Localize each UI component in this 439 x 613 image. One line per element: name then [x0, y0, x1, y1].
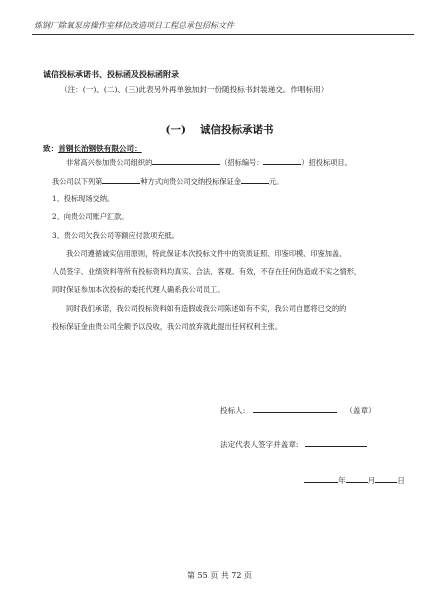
p1-text-b: （招标编号： [220, 158, 264, 167]
p1-text-c: ）招投标项目。 [301, 158, 352, 167]
paragraph-3-line-1: 我公司遵循诚实信用原则，特此保证本次投标文件中的资质证照、印鉴印模、印鉴加盖、 [66, 249, 347, 258]
addressee-label: 致： [43, 144, 59, 153]
tender-number-blank [263, 156, 301, 165]
paragraph-3-line-2: 人员签字、业绩资料等所有投标资料均真实、合法、客观、有效，不存在任何伪造或不实之情形， [52, 267, 362, 276]
paragraph-2 [52, 175, 283, 187]
letter-title-text: 诚信投标承诺书 [199, 124, 274, 136]
section-heading: 诚信投标承诺书、投标函及投标函附录 [43, 69, 179, 79]
year-blank [304, 474, 318, 483]
paragraph-4-line-2: 投标保证金由贵公司全额予以没收，我公司放弃就此提出任何权利主张。 [52, 322, 283, 331]
p2-text-b: 种方式向贵公司交纳投标保证金 [140, 177, 241, 186]
p2-text-c: 元。 [268, 177, 284, 186]
date-line [304, 474, 405, 486]
p1-text-a: 非常高兴参加贵公司组织的 [66, 158, 153, 167]
method-blank [102, 175, 140, 184]
paragraph-4-line-1: 同时我们承诺，我公司投标资料如有造假或我公司陈述如有不实，我公司自愿将已交的的 [66, 304, 347, 313]
year-blank-2 [318, 474, 338, 483]
option-item-1: 1、投标现场交纳。 [52, 194, 115, 203]
heading-note: （注：(一)、(二)、(三)此表另外再单独加封一份随投标书封装递交。作唱标用） [60, 85, 329, 94]
addressee-line [43, 143, 142, 154]
bidder-blank [253, 404, 337, 413]
option-item-3: 3、贵公司欠我公司等额应付款项充抵。 [52, 231, 179, 240]
addressee-name: 首钢长治钢铁有限公司： [58, 144, 142, 153]
bidder-signature-line [220, 404, 376, 416]
day-label: 日 [397, 476, 405, 485]
amount-blank [241, 175, 269, 184]
p2-text-a: 我公司以下列第 [52, 177, 103, 186]
project-name-blank [152, 156, 220, 165]
page-number: 第 55 页 共 72 页 [186, 571, 253, 580]
header-rule [32, 34, 414, 35]
representative-signature-line [220, 438, 367, 450]
letter-title [0, 122, 439, 137]
representative-label: 法定代表人签字并盖章: [220, 440, 299, 449]
month-blank [346, 474, 368, 483]
letter-number: (一) [165, 124, 186, 136]
paragraph-3-line-3: 同时保证参加本次投标的委托代理人确系我公司员工。 [52, 285, 225, 294]
paragraph-1 [66, 156, 352, 168]
option-item-2: 2、向贵公司账户汇款。 [52, 212, 129, 221]
bidder-label: 投标人: [220, 406, 246, 415]
year-label: 年 [338, 476, 346, 485]
representative-blank [305, 438, 367, 447]
seal-label: （盖章） [345, 406, 376, 415]
month-label: 月 [367, 476, 376, 485]
running-header: 炼钢厂除氧泵房操作室移位改造项目工程总承包招标文件 [34, 21, 234, 30]
day-blank [375, 474, 397, 483]
